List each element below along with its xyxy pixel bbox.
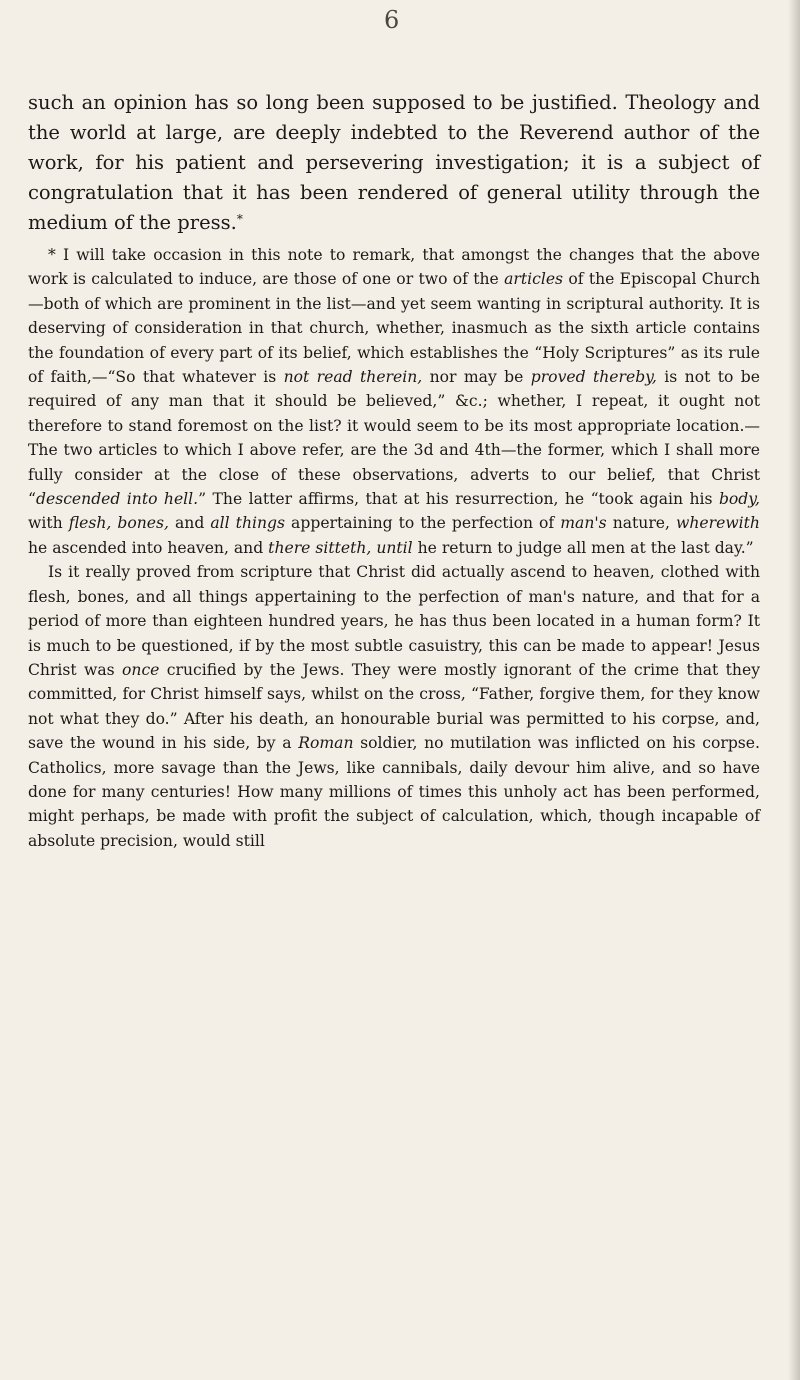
footnote-p1-segment-16: nature, xyxy=(606,514,677,533)
footnote xyxy=(28,243,760,853)
page-edge-shadow xyxy=(788,0,800,1380)
footnote-p1-segment-1: articles xyxy=(504,270,564,289)
body-paragraph xyxy=(28,88,760,238)
footnote-p1-segment-3: not read therein, xyxy=(283,368,423,387)
footnote-p1-segment-5: proved thereby, xyxy=(530,368,657,387)
page-number: 6 xyxy=(384,6,400,34)
footnote-p1-segment-11: flesh, bones, xyxy=(68,514,169,533)
footnote-p1-segment-19: there sitteth, until xyxy=(268,538,413,557)
footnote-p1-segment-18: he ascended into heaven, and xyxy=(28,538,269,557)
footnote-p1-segment-15: man's xyxy=(560,514,607,533)
footnote-p2-segment-4: soldier, no mutilation was inflicted on his corpse. Catholics, more savage than the Jews, like cannibals, daily devour him alive, and so have done for many centuries! How many millions of times this unholy act has been performed, might perhaps, be made with profit the subject of calculation, which, though incapable of absolute precision, would still xyxy=(28,734,760,850)
footnote-p1-segment-17: wherewith xyxy=(676,514,760,533)
footnote-paragraph-1 xyxy=(28,243,760,560)
footnote-p2-segment-3: Roman xyxy=(298,734,354,753)
footnote-p2-segment-0: Is it really proved from scripture that Christ did actually ascend to heaven, clothed with flesh, bones, and all things appertaining to the perfection of man's nature, and that for a period of more than eighteen hundred years, he has thus been located in a human form? It is much to be questioned, if by the most subtle casuistry, this can be made to appear! Jesus Christ was xyxy=(28,563,760,679)
footnote-p1-segment-8: ” The latter affirms, that at his resurrection, he “took again his xyxy=(198,490,719,509)
footnote-p1-segment-2: of the Episcopal Church—both of which are prominent in the list—and yet seem wanting in scriptural authority. It is deserving of consideration in that church, whether, inasmuch as the sixth article contains the foundation of every part of its belief, which establishes the “Holy Scriptures” as its rule of faith,—“So that whatever is xyxy=(28,270,760,387)
footnote-p1-segment-7: descended into hell. xyxy=(35,490,199,509)
footnote-p1-segment-0: * I will take occasion in this note to remark, that amongst the changes that the above work is calculated to induce, are those of one or two of the xyxy=(28,246,760,289)
footnote-p1-segment-12: and xyxy=(168,514,211,533)
footnote-p2-segment-1: once xyxy=(122,660,160,679)
body-text: such an opinion has so long been supposed to be justified. Theology and the world at large, are deeply indebted to the Reverend author of the work, for his patient and persevering investigation; it is a subject of congratulation that it has been rendered of general utility through the medium of the press. xyxy=(28,91,760,234)
footnote-p1-segment-14: appertaining to the perfection of xyxy=(285,514,561,533)
footnote-p1-segment-4: nor may be xyxy=(422,368,531,387)
footnote-p1-segment-20: he return to judge all men at the last day.” xyxy=(412,538,754,557)
footnote-p1-segment-13: all things xyxy=(210,514,286,533)
footnote-p2-segment-2: crucified by the Jews. They were mostly ignorant of the crime that they committed, for Christ himself says, whilst on the cross, “Father, forgive them, for they know not what they do.” After his death, an honourable burial was permitted to his corpse, and, save the wound in his side, by a xyxy=(28,660,761,753)
footnote-p1-segment-6: is not to be required of any man that it should be believed,” &c.; whether, I repeat, it ought not therefore to stand foremost on the list? it would seem to be its most appropriate location.—The two articles to which I above refer, are the 3d and 4th—the former, which I shall more fully consider at the close of these observations, adverts to our belief, that Christ “ xyxy=(28,368,760,509)
footnote-paragraph-2 xyxy=(28,560,760,853)
footnote-p1-segment-9: body, xyxy=(718,490,760,509)
footnote-p1-segment-10: with xyxy=(28,514,69,533)
footnote-marker: * xyxy=(236,212,243,226)
